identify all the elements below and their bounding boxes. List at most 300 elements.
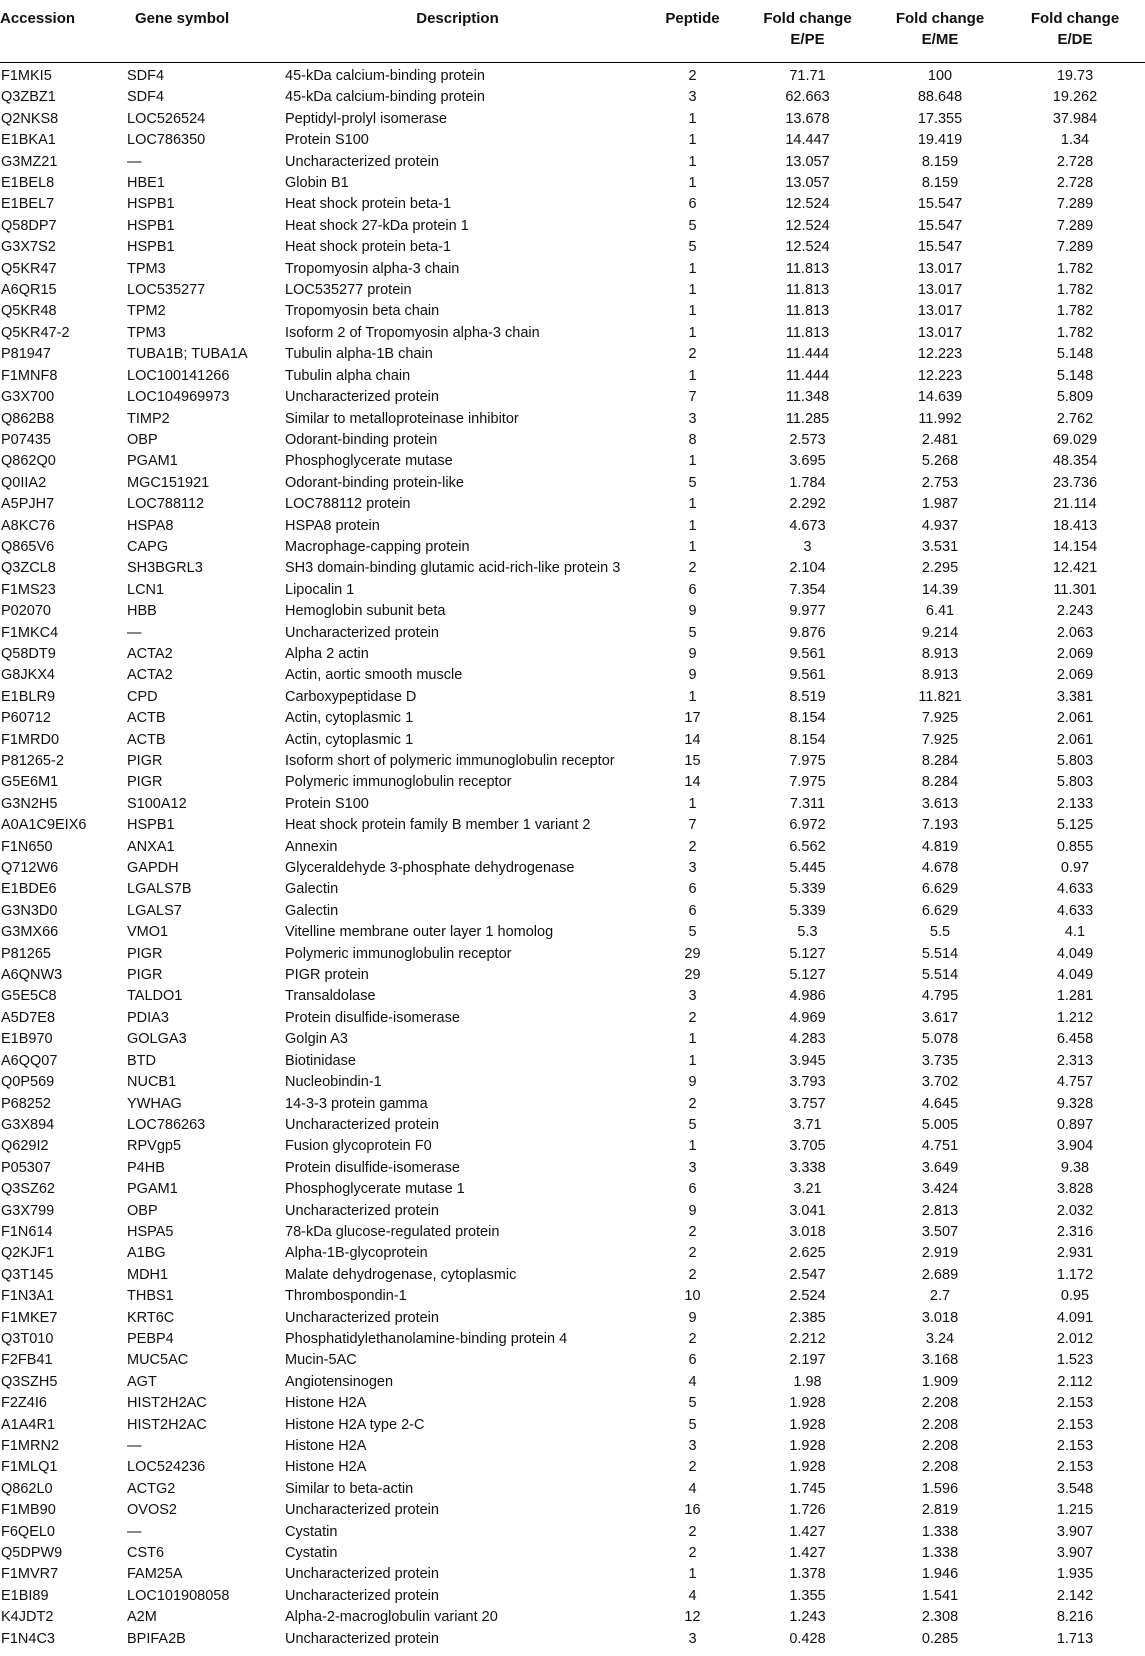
cell-accession: P02070 bbox=[1, 603, 51, 620]
cell-gene-symbol: HBE1 bbox=[127, 175, 165, 192]
cell-fold-change-pe: 5.127 bbox=[789, 967, 826, 984]
table-row bbox=[0, 901, 1145, 922]
table-row bbox=[0, 665, 1145, 686]
cell-fold-change-de: 7.289 bbox=[1056, 196, 1094, 213]
cell-accession: G3X799 bbox=[1, 1202, 55, 1219]
cell-description: Alpha 2 actin bbox=[285, 645, 369, 662]
cell-gene-symbol: SDF4 bbox=[127, 68, 165, 84]
cell-accession: Q862B8 bbox=[1, 410, 55, 427]
table-row bbox=[0, 1179, 1145, 1200]
table-row bbox=[0, 259, 1145, 280]
cell-fold-change-de: 1.782 bbox=[1056, 282, 1094, 299]
cell-fold-change-pe: 9.561 bbox=[789, 645, 826, 662]
cell-fold-change-de: 3.381 bbox=[1056, 688, 1094, 705]
table-row bbox=[0, 366, 1145, 387]
cell-description: SH3 domain-binding glutamic acid-rich-like protein 3 bbox=[285, 560, 621, 577]
cell-fold-change-pe: 3 bbox=[803, 538, 812, 555]
cell-fold-change-pe: 5.339 bbox=[789, 881, 826, 898]
table-row bbox=[0, 1201, 1145, 1222]
table-row bbox=[0, 1051, 1145, 1072]
cell-description: 45-kDa calcium-binding protein bbox=[285, 68, 485, 84]
cell-fold-change-de: 1.713 bbox=[1056, 1630, 1094, 1647]
cell-fold-change-me: 5.514 bbox=[921, 945, 959, 962]
cell-description: 78-kDa glucose-regulated protein bbox=[285, 1223, 500, 1240]
cell-description: Tropomyosin beta chain bbox=[285, 303, 440, 320]
cell-peptide: 3 bbox=[688, 410, 697, 427]
cell-fold-change-pe: 2.385 bbox=[789, 1309, 826, 1326]
cell-accession: F6QEL0 bbox=[1, 1523, 55, 1540]
cell-peptide: 15 bbox=[684, 753, 701, 769]
cell-peptide: 14 bbox=[684, 731, 701, 748]
cell-fold-change-de: 2.032 bbox=[1056, 1202, 1094, 1219]
cell-accession: Q3ZBZ1 bbox=[1, 89, 56, 106]
cell-peptide: 5 bbox=[688, 1116, 697, 1133]
cell-fold-change-me: 1.338 bbox=[921, 1523, 959, 1540]
cell-fold-change-pe: 7.975 bbox=[789, 774, 826, 791]
cell-description: Uncharacterized protein bbox=[285, 389, 439, 406]
cell-description: Protein disulfide-isomerase bbox=[285, 1159, 460, 1176]
cell-description: Uncharacterized protein bbox=[285, 153, 439, 170]
cell-description: PIGR protein bbox=[285, 967, 369, 984]
cell-description: Galectin bbox=[285, 902, 339, 919]
cell-gene-symbol: SDF4 bbox=[127, 89, 165, 106]
cell-gene-symbol: HSPA5 bbox=[127, 1223, 174, 1240]
cell-accession: P60712 bbox=[1, 710, 51, 727]
cell-fold-change-de: 1.935 bbox=[1056, 1566, 1094, 1583]
table-row bbox=[0, 623, 1145, 644]
cell-peptide: 1 bbox=[688, 1566, 697, 1583]
cell-gene-symbol: CST6 bbox=[127, 1545, 165, 1562]
cell-fold-change-me: 1.338 bbox=[921, 1545, 959, 1562]
cell-fold-change-pe: 4.283 bbox=[789, 1031, 826, 1048]
cell-description: Isoform 2 of Tropomyosin alpha-3 chain bbox=[285, 324, 540, 341]
cell-accession: G3X7S2 bbox=[1, 239, 56, 256]
cell-accession: F1N3A1 bbox=[1, 1288, 55, 1305]
header-accession: Accession bbox=[0, 0, 120, 63]
cell-fold-change-me: 6.629 bbox=[921, 902, 959, 919]
cell-accession: Q5KR48 bbox=[1, 303, 57, 320]
cell-peptide: 5 bbox=[688, 624, 697, 641]
cell-gene-symbol: PEBP4 bbox=[127, 1330, 174, 1347]
cell-description: Peptidyl-prolyl isomerase bbox=[285, 110, 447, 127]
cell-gene-symbol: LOC786350 bbox=[127, 132, 206, 149]
cell-gene-symbol: VMO1 bbox=[127, 924, 169, 941]
cell-fold-change-me: 2.208 bbox=[921, 1416, 959, 1433]
cell-fold-change-me: 14.639 bbox=[917, 389, 963, 406]
cell-peptide: 1 bbox=[688, 1052, 697, 1069]
cell-peptide: 9 bbox=[688, 603, 697, 620]
cell-peptide: 1 bbox=[688, 260, 697, 277]
cell-fold-change-pe: 0.428 bbox=[789, 1630, 826, 1647]
table-row bbox=[0, 1479, 1145, 1500]
cell-fold-change-de: 2.153 bbox=[1056, 1438, 1094, 1454]
cell-fold-change-pe: 2.625 bbox=[789, 1245, 826, 1262]
header-fc-de-line2: E/DE bbox=[1057, 31, 1093, 48]
table-row bbox=[0, 1115, 1145, 1136]
cell-fold-change-pe: 3.695 bbox=[789, 453, 826, 470]
cell-description: Phosphatidylethanolamine-binding protein 4 bbox=[285, 1330, 568, 1347]
cell-description: Glyceraldehyde 3-phosphate dehydrogenase bbox=[285, 860, 575, 877]
cell-fold-change-me: 5.514 bbox=[921, 967, 959, 984]
cell-gene-symbol: PDIA3 bbox=[127, 1009, 169, 1026]
table-row bbox=[0, 922, 1145, 943]
cell-description: Malate dehydrogenase, cytoplasmic bbox=[285, 1266, 517, 1283]
cell-fold-change-pe: 2.573 bbox=[789, 431, 826, 448]
cell-gene-symbol: LOC788112 bbox=[127, 496, 205, 513]
cell-peptide: 2 bbox=[688, 1266, 697, 1283]
cell-fold-change-de: 1.523 bbox=[1056, 1352, 1094, 1369]
cell-fold-change-me: 8.284 bbox=[921, 774, 959, 791]
cell-peptide: 2 bbox=[688, 1223, 697, 1240]
cell-fold-change-de: 3.904 bbox=[1056, 1138, 1094, 1155]
cell-gene-symbol: HSPA8 bbox=[127, 517, 174, 534]
table-row bbox=[0, 537, 1145, 558]
cell-description: Golgin A3 bbox=[285, 1031, 348, 1048]
cell-fold-change-pe: 2.547 bbox=[789, 1266, 826, 1283]
table-row bbox=[0, 451, 1145, 472]
cell-fold-change-pe: 1.928 bbox=[789, 1438, 826, 1454]
cell-peptide: 3 bbox=[688, 1438, 697, 1454]
header-fc-me-line1: Fold change bbox=[895, 10, 985, 27]
cell-peptide: 1 bbox=[688, 496, 697, 513]
cell-description: Hemoglobin subunit beta bbox=[285, 603, 446, 620]
cell-fold-change-me: 2.208 bbox=[921, 1459, 959, 1476]
cell-description: Carboxypeptidase D bbox=[285, 688, 417, 705]
cell-description: Transaldolase bbox=[285, 988, 376, 1005]
cell-peptide: 9 bbox=[688, 667, 697, 684]
cell-accession: P07435 bbox=[1, 431, 51, 448]
cell-fold-change-me: 11.992 bbox=[918, 410, 962, 427]
cell-peptide: 5 bbox=[688, 1416, 697, 1433]
cell-fold-change-de: 1.782 bbox=[1056, 260, 1094, 277]
cell-peptide: 4 bbox=[688, 1480, 697, 1497]
cell-description: Uncharacterized protein bbox=[285, 1202, 439, 1219]
cell-fold-change-me: 0.285 bbox=[921, 1630, 959, 1647]
cell-fold-change-de: 9.328 bbox=[1056, 1095, 1094, 1112]
cell-accession: F1MKE7 bbox=[1, 1309, 58, 1326]
cell-fold-change-de: 69.029 bbox=[1052, 431, 1098, 448]
cell-description: Protein S100 bbox=[285, 795, 369, 812]
cell-accession: Q865V6 bbox=[1, 538, 55, 555]
cell-description: Histone H2A bbox=[285, 1395, 367, 1412]
table-body bbox=[0, 63, 1145, 1651]
cell-fold-change-me: 7.193 bbox=[921, 817, 959, 834]
cell-gene-symbol: THBS1 bbox=[127, 1288, 174, 1305]
cell-gene-symbol: P4HB bbox=[127, 1159, 165, 1176]
cell-gene-symbol: KRT6C bbox=[127, 1309, 175, 1326]
cell-fold-change-pe: 13.678 bbox=[785, 110, 830, 127]
cell-fold-change-de: 2.313 bbox=[1056, 1052, 1094, 1069]
cell-accession: G8JKX4 bbox=[1, 667, 55, 684]
cell-fold-change-me: 15.547 bbox=[917, 217, 963, 234]
cell-gene-symbol: A1BG bbox=[127, 1245, 166, 1262]
cell-description: 45-kDa calcium-binding protein bbox=[285, 89, 485, 106]
cell-gene-symbol: YWHAG bbox=[127, 1095, 182, 1112]
cell-fold-change-de: 19.73 bbox=[1056, 68, 1094, 84]
cell-fold-change-de: 2.069 bbox=[1056, 667, 1094, 684]
cell-peptide: 1 bbox=[688, 324, 697, 341]
cell-peptide: 29 bbox=[684, 967, 701, 984]
cell-description: Odorant-binding protein bbox=[285, 431, 438, 448]
table-row bbox=[0, 1629, 1145, 1650]
cell-fold-change-pe: 3.21 bbox=[793, 1181, 822, 1198]
cell-gene-symbol: SH3BGRL3 bbox=[127, 560, 203, 577]
cell-description: Protein S100 bbox=[285, 132, 369, 149]
cell-fold-change-de: 0.97 bbox=[1060, 860, 1090, 877]
cell-fold-change-me: 1.946 bbox=[921, 1566, 959, 1583]
cell-fold-change-pe: 2.212 bbox=[789, 1330, 826, 1347]
cell-peptide: 14 bbox=[684, 774, 701, 791]
header-fold-change-pe bbox=[740, 0, 875, 63]
cell-gene-symbol: PIGR bbox=[127, 945, 163, 962]
cell-accession: Q3SZ62 bbox=[1, 1181, 55, 1198]
cell-fold-change-me: 2.7 bbox=[929, 1288, 951, 1305]
cell-gene-symbol: ACTA2 bbox=[127, 645, 173, 662]
cell-fold-change-me: 1.987 bbox=[921, 496, 959, 513]
cell-gene-symbol: HBB bbox=[127, 603, 157, 620]
cell-peptide: 1 bbox=[688, 795, 697, 812]
table-row bbox=[0, 130, 1145, 151]
cell-description: Cystatin bbox=[285, 1545, 338, 1562]
cell-fold-change-pe: 3.793 bbox=[789, 1074, 826, 1091]
cell-peptide: 3 bbox=[688, 89, 697, 106]
cell-fold-change-me: 4.937 bbox=[921, 517, 959, 534]
cell-fold-change-de: 0.855 bbox=[1056, 838, 1094, 855]
cell-peptide: 6 bbox=[688, 902, 697, 919]
cell-description: Heat shock 27-kDa protein 1 bbox=[285, 217, 469, 234]
cell-accession: P81265-2 bbox=[1, 753, 64, 769]
table-row bbox=[0, 837, 1145, 858]
cell-fold-change-de: 5.148 bbox=[1056, 346, 1094, 363]
cell-accession: F1MVR7 bbox=[1, 1566, 59, 1583]
cell-accession: K4JDT2 bbox=[1, 1609, 54, 1626]
cell-fold-change-me: 1.541 bbox=[921, 1587, 959, 1604]
cell-peptide: 8 bbox=[688, 431, 697, 448]
table-row bbox=[0, 1158, 1145, 1179]
cell-description: Histone H2A type 2-C bbox=[285, 1416, 425, 1433]
cell-gene-symbol: ACTB bbox=[127, 710, 166, 727]
cell-peptide: 5 bbox=[688, 1395, 697, 1412]
table-row bbox=[0, 323, 1145, 344]
cell-description: Mucin-5AC bbox=[285, 1352, 357, 1369]
table-row bbox=[0, 1286, 1145, 1307]
cell-fold-change-me: 4.819 bbox=[921, 838, 959, 855]
cell-peptide: 2 bbox=[688, 1330, 697, 1347]
table-row bbox=[0, 558, 1145, 579]
cell-fold-change-me: 12.223 bbox=[917, 346, 963, 363]
cell-description: Lipocalin 1 bbox=[285, 581, 355, 598]
table-row bbox=[0, 858, 1145, 879]
cell-description: Polymeric immunoglobulin receptor bbox=[285, 945, 512, 962]
cell-fold-change-de: 2.153 bbox=[1056, 1395, 1094, 1412]
cell-fold-change-me: 3.531 bbox=[921, 538, 959, 555]
table-row bbox=[0, 301, 1145, 322]
cell-peptide: 1 bbox=[688, 282, 697, 299]
cell-accession: Q5KR47 bbox=[1, 260, 57, 277]
cell-accession: Q5DPW9 bbox=[1, 1545, 63, 1562]
header-fc-de-line1: Fold change bbox=[1030, 10, 1120, 27]
cell-description: Actin, aortic smooth muscle bbox=[285, 667, 463, 684]
cell-fold-change-me: 5.268 bbox=[921, 453, 959, 470]
cell-fold-change-me: 4.645 bbox=[921, 1095, 959, 1112]
cell-peptide: 1 bbox=[688, 303, 697, 320]
cell-description: Heat shock protein family B member 1 variant 2 bbox=[285, 817, 591, 834]
cell-accession: F1MNF8 bbox=[1, 367, 58, 384]
cell-gene-symbol: GAPDH bbox=[127, 860, 179, 877]
cell-fold-change-pe: 1.98 bbox=[793, 1373, 822, 1390]
cell-fold-change-me: 1.909 bbox=[921, 1373, 959, 1390]
cell-accession: G3N2H5 bbox=[1, 795, 58, 812]
cell-gene-symbol: LGALS7 bbox=[127, 902, 182, 919]
table-row bbox=[0, 494, 1145, 515]
cell-peptide: 9 bbox=[688, 1074, 697, 1091]
cell-gene-symbol: PIGR bbox=[127, 967, 163, 984]
cell-accession: A5PJH7 bbox=[1, 496, 55, 513]
cell-fold-change-me: 2.753 bbox=[921, 474, 959, 491]
cell-fold-change-pe: 71.71 bbox=[789, 68, 826, 84]
table-row bbox=[0, 173, 1145, 194]
table-row bbox=[0, 708, 1145, 729]
header-fc-pe-line1: Fold change bbox=[763, 10, 852, 27]
cell-fold-change-pe: 12.524 bbox=[785, 239, 830, 256]
header-fold-change-me bbox=[875, 0, 1005, 63]
cell-description: Protein disulfide-isomerase bbox=[285, 1009, 460, 1026]
cell-description: Uncharacterized protein bbox=[285, 624, 439, 641]
cell-fold-change-me: 2.813 bbox=[921, 1202, 959, 1219]
cell-fold-change-de: 19.262 bbox=[1052, 89, 1098, 106]
table-row bbox=[0, 1265, 1145, 1286]
cell-gene-symbol: — bbox=[127, 153, 142, 170]
cell-fold-change-me: 13.017 bbox=[917, 303, 963, 320]
cell-fold-change-pe: 9.977 bbox=[789, 603, 826, 620]
cell-fold-change-me: 1.596 bbox=[921, 1480, 959, 1497]
cell-fold-change-de: 2.069 bbox=[1056, 645, 1094, 662]
cell-peptide: 3 bbox=[688, 1630, 697, 1647]
table-row bbox=[0, 1436, 1145, 1457]
cell-fold-change-pe: 11.444 bbox=[785, 346, 830, 363]
cell-fold-change-de: 12.421 bbox=[1052, 560, 1098, 577]
cell-accession: P81947 bbox=[1, 346, 51, 363]
cell-fold-change-pe: 1.355 bbox=[789, 1587, 826, 1604]
cell-accession: E1BKA1 bbox=[1, 132, 56, 149]
cell-fold-change-me: 5.078 bbox=[921, 1031, 959, 1048]
cell-gene-symbol: PIGR bbox=[127, 774, 163, 791]
cell-description: HSPA8 protein bbox=[285, 517, 380, 534]
cell-accession: Q2NKS8 bbox=[1, 110, 59, 127]
cell-fold-change-me: 12.223 bbox=[917, 367, 963, 384]
cell-description: Macrophage-capping protein bbox=[285, 538, 470, 555]
cell-description: LOC535277 protein bbox=[285, 282, 412, 299]
cell-fold-change-me: 7.925 bbox=[921, 710, 959, 727]
cell-fold-change-pe: 2.104 bbox=[789, 560, 826, 577]
cell-accession: Q3SZH5 bbox=[1, 1373, 58, 1390]
cell-fold-change-pe: 8.519 bbox=[789, 688, 826, 705]
cell-description: Uncharacterized protein bbox=[285, 1116, 439, 1133]
cell-fold-change-me: 3.649 bbox=[921, 1159, 959, 1176]
cell-gene-symbol: — bbox=[127, 624, 142, 641]
cell-peptide: 2 bbox=[688, 1095, 697, 1112]
cell-fold-change-de: 2.762 bbox=[1056, 410, 1094, 427]
cell-fold-change-pe: 7.311 bbox=[789, 795, 826, 812]
cell-description: Uncharacterized protein bbox=[285, 1566, 439, 1583]
cell-gene-symbol: — bbox=[127, 1438, 142, 1454]
cell-gene-symbol: ACTB bbox=[127, 731, 166, 748]
cell-description: Tubulin alpha chain bbox=[285, 367, 411, 384]
cell-fold-change-de: 2.012 bbox=[1056, 1330, 1094, 1347]
cell-fold-change-de: 4.633 bbox=[1056, 902, 1094, 919]
cell-description: Phosphoglycerate mutase bbox=[285, 453, 453, 470]
cell-accession: Q862L0 bbox=[1, 1480, 53, 1497]
cell-fold-change-de: 2.061 bbox=[1056, 731, 1094, 748]
cell-gene-symbol: LOC524236 bbox=[127, 1459, 206, 1476]
cell-accession: Q58DP7 bbox=[1, 217, 57, 234]
cell-fold-change-pe: 9.876 bbox=[789, 624, 826, 641]
cell-fold-change-de: 4.757 bbox=[1056, 1074, 1094, 1091]
cell-fold-change-pe: 8.154 bbox=[789, 731, 826, 748]
cell-fold-change-de: 4.633 bbox=[1056, 881, 1094, 898]
cell-fold-change-pe: 2.292 bbox=[789, 496, 826, 513]
cell-gene-symbol: TIMP2 bbox=[127, 410, 170, 427]
cell-fold-change-de: 1.212 bbox=[1056, 1009, 1094, 1026]
table-row bbox=[0, 430, 1145, 451]
cell-peptide: 2 bbox=[688, 1545, 697, 1562]
cell-fold-change-me: 7.925 bbox=[921, 731, 959, 748]
table-row bbox=[0, 1243, 1145, 1264]
cell-fold-change-pe: 1.427 bbox=[789, 1545, 826, 1562]
cell-accession: F2Z4I6 bbox=[1, 1395, 47, 1412]
cell-fold-change-me: 5.005 bbox=[921, 1116, 959, 1133]
cell-fold-change-me: 2.295 bbox=[921, 560, 959, 577]
cell-fold-change-pe: 1.928 bbox=[789, 1395, 826, 1412]
cell-fold-change-de: 7.289 bbox=[1056, 217, 1094, 234]
table-row bbox=[0, 986, 1145, 1007]
cell-fold-change-pe: 13.057 bbox=[785, 175, 830, 192]
table-row bbox=[0, 1607, 1145, 1628]
cell-gene-symbol: ACTG2 bbox=[127, 1480, 176, 1497]
table-row bbox=[0, 216, 1145, 237]
cell-description: Similar to beta-actin bbox=[285, 1480, 414, 1497]
cell-fold-change-pe: 1.427 bbox=[789, 1523, 826, 1540]
cell-peptide: 2 bbox=[688, 1459, 697, 1476]
cell-peptide: 1 bbox=[688, 175, 697, 192]
cell-fold-change-de: 2.728 bbox=[1056, 153, 1094, 170]
cell-fold-change-pe: 2.524 bbox=[789, 1288, 826, 1305]
cell-accession: Q3ZCL8 bbox=[1, 560, 56, 577]
cell-peptide: 1 bbox=[688, 538, 697, 555]
cell-accession: F1MKI5 bbox=[1, 68, 52, 84]
cell-accession: Q629I2 bbox=[1, 1138, 49, 1155]
cell-gene-symbol: TPM3 bbox=[127, 324, 166, 341]
cell-accession: A1A4R1 bbox=[1, 1416, 56, 1433]
cell-description: Galectin bbox=[285, 881, 339, 898]
cell-fold-change-pe: 3.041 bbox=[789, 1202, 826, 1219]
cell-peptide: 2 bbox=[688, 560, 697, 577]
cell-fold-change-pe: 1.784 bbox=[789, 474, 826, 491]
cell-description: Alpha-1B-glycoprotein bbox=[285, 1245, 428, 1262]
cell-fold-change-de: 2.153 bbox=[1056, 1459, 1094, 1476]
table-row bbox=[0, 1072, 1145, 1093]
cell-description: Uncharacterized protein bbox=[285, 1587, 439, 1604]
table-row bbox=[0, 815, 1145, 836]
table-row bbox=[0, 1543, 1145, 1564]
cell-fold-change-de: 4.049 bbox=[1056, 945, 1094, 962]
cell-description: Cystatin bbox=[285, 1523, 338, 1540]
cell-peptide: 1 bbox=[688, 688, 697, 705]
cell-fold-change-de: 21.114 bbox=[1053, 496, 1097, 513]
cell-description: Nucleobindin-1 bbox=[285, 1074, 382, 1091]
cell-fold-change-me: 2.208 bbox=[921, 1395, 959, 1412]
cell-accession: P81265 bbox=[1, 945, 51, 962]
